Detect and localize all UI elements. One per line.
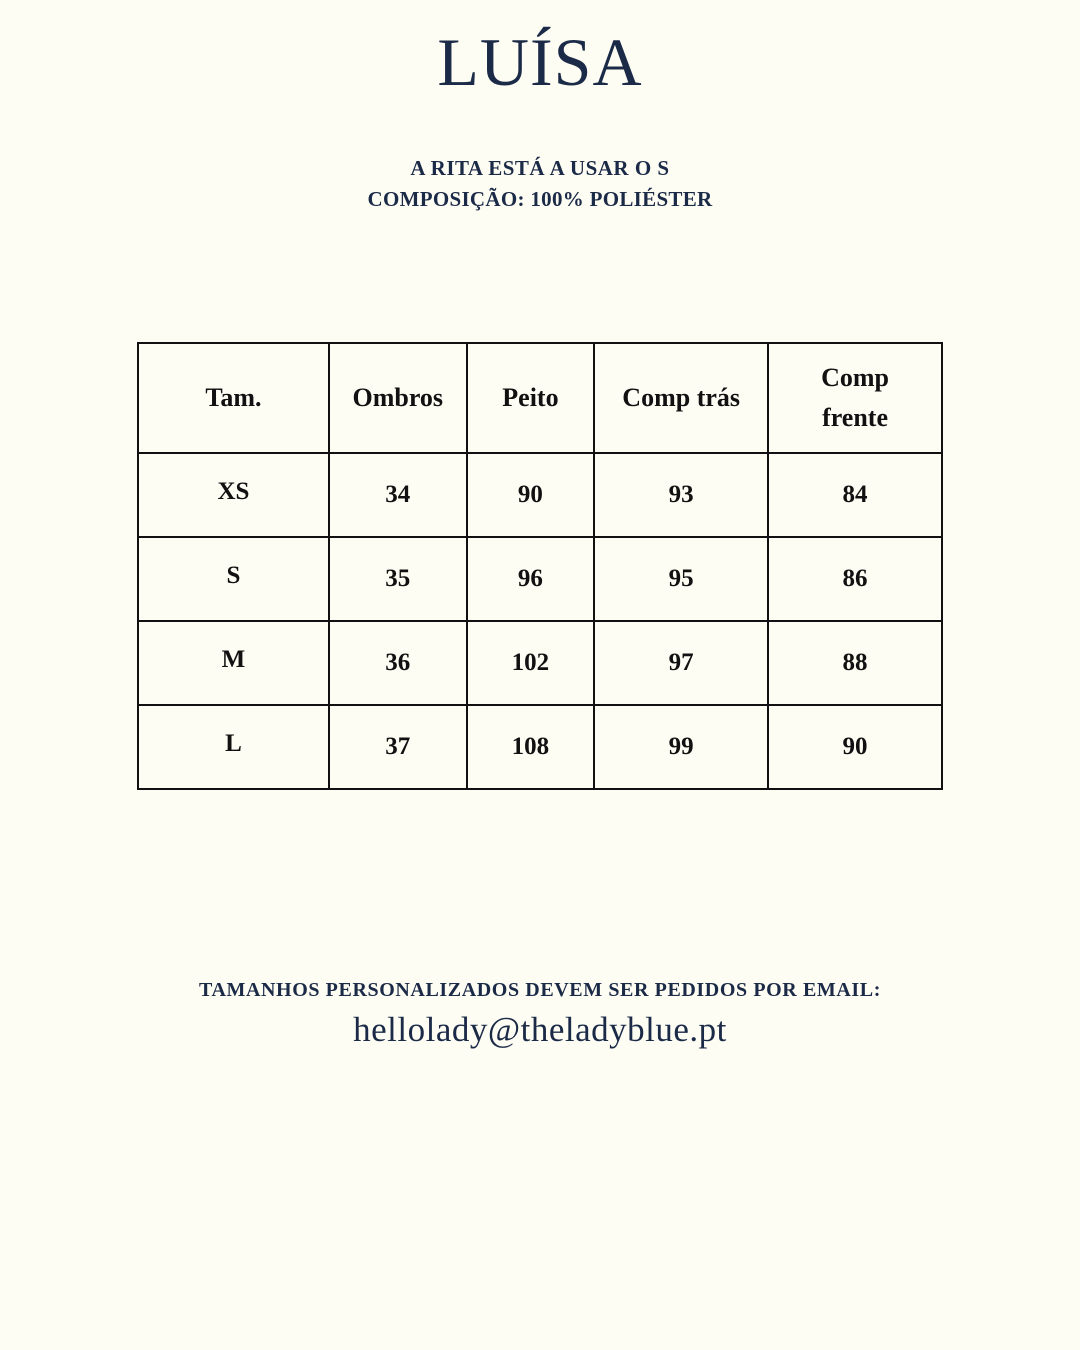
- composition-note: COMPOSIÇÃO: 100% POLIÉSTER: [367, 187, 713, 211]
- table-cell: 90: [768, 705, 942, 789]
- table-cell: 84: [768, 453, 942, 537]
- model-size-note: A RITA ESTÁ A USAR O S: [410, 156, 670, 180]
- table-row: [138, 537, 942, 621]
- table-row: [138, 705, 942, 789]
- table-header-row: [138, 343, 942, 453]
- table-cell: 35: [329, 537, 467, 621]
- column-header-chest: Peito: [467, 343, 595, 453]
- table-row: [138, 621, 942, 705]
- custom-sizes-note: TAMANHOS PERSONALIZADOS DEVEM SER PEDIDOS POR EMAIL:: [198, 979, 881, 1001]
- table-cell: 37: [329, 705, 467, 789]
- size-table: [137, 342, 943, 790]
- table-cell: XS: [138, 453, 329, 537]
- column-header-size: Tam.: [138, 343, 329, 453]
- table-cell: 90: [467, 453, 595, 537]
- column-header-front-length: Comp frente: [768, 343, 942, 453]
- table-cell: 36: [329, 621, 467, 705]
- page-title: LUÍSA: [437, 24, 643, 100]
- table-cell: 86: [768, 537, 942, 621]
- table-cell: S: [138, 537, 329, 621]
- table-cell: 99: [594, 705, 768, 789]
- column-header-back-length: Comp trás: [594, 343, 768, 453]
- table-row: [138, 453, 942, 537]
- table-cell: 102: [467, 621, 595, 705]
- table-cell: 108: [467, 705, 595, 789]
- table-cell: 34: [329, 453, 467, 537]
- table-cell: 97: [594, 621, 768, 705]
- table-cell: 95: [594, 537, 768, 621]
- contact-email: hellolady@theladyblue.pt: [353, 1010, 727, 1049]
- table-cell: 96: [467, 537, 595, 621]
- table-cell: M: [138, 621, 329, 705]
- column-header-shoulders: Ombros: [329, 343, 467, 453]
- table-cell: L: [138, 705, 329, 789]
- table-cell: 88: [768, 621, 942, 705]
- table-cell: 93: [594, 453, 768, 537]
